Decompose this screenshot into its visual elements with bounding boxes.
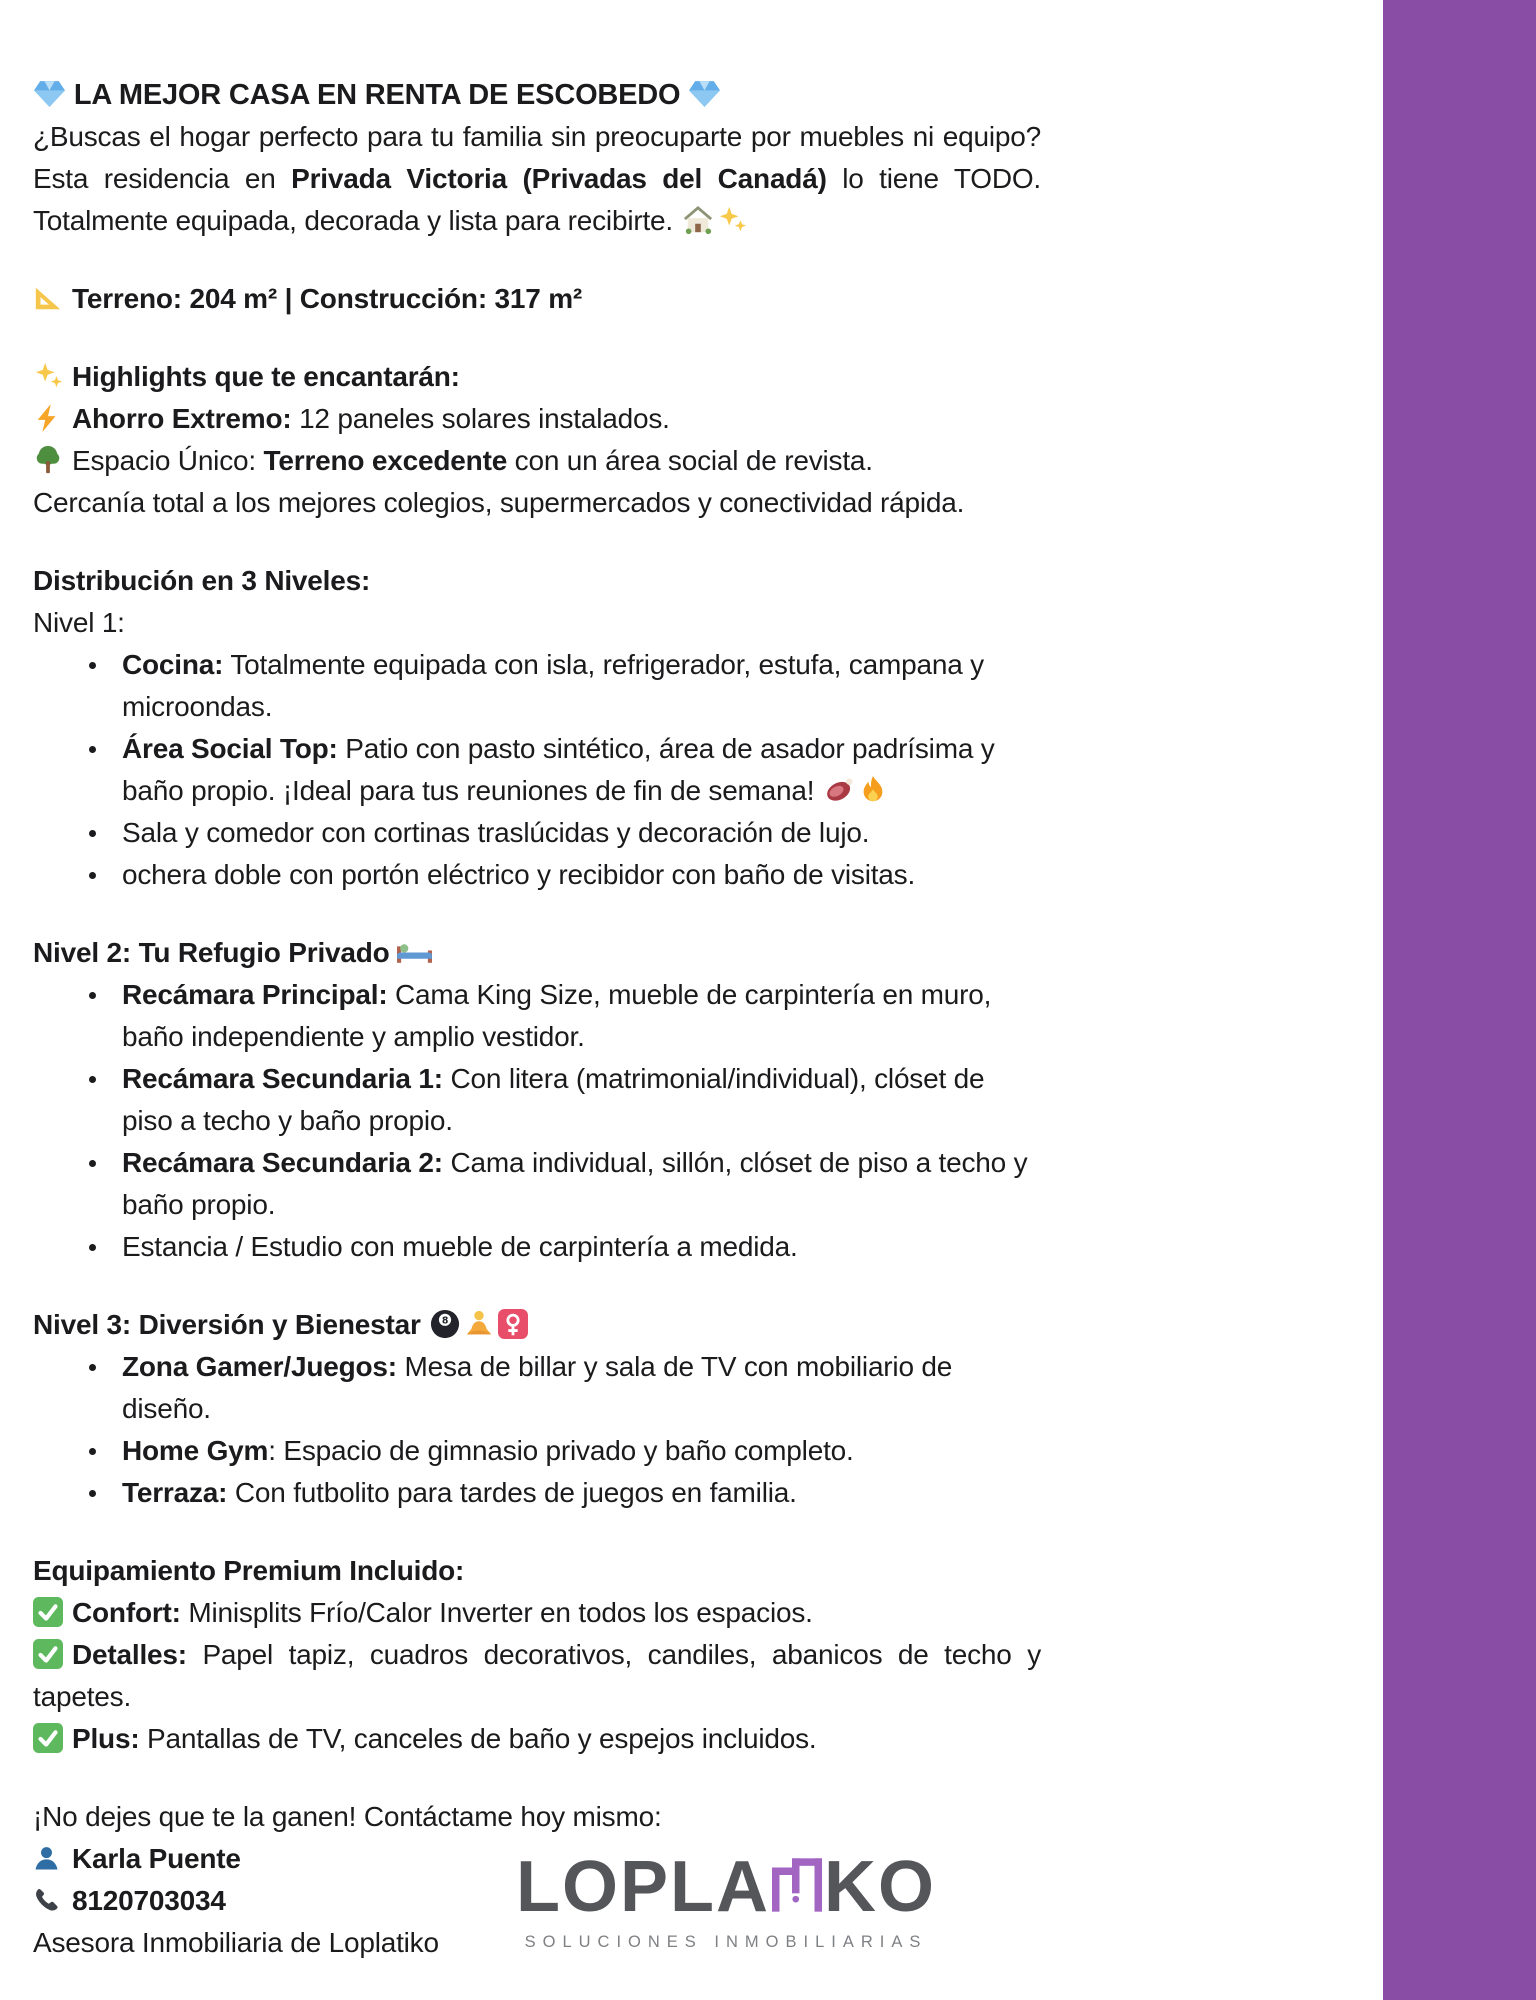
logo-wordmark	[512, 1847, 940, 1927]
nivel1-list	[33, 644, 1041, 896]
highlight-cercania: Cercanía total a los mejores colegios, supermercados y conectividad rápida.	[33, 487, 965, 518]
highlights-header-text: Highlights que te encantarán:	[72, 361, 460, 392]
ruler-icon	[33, 283, 63, 313]
purple-side-stripe	[1383, 0, 1536, 2000]
list-item: Sala y comedor con cortinas traslúcidas y decoración de lujo.	[89, 812, 1041, 854]
gem-icon	[33, 77, 66, 110]
check-icon	[33, 1597, 63, 1627]
loplatiko-logo	[512, 1847, 940, 1952]
tree-icon	[33, 445, 63, 475]
equipamiento-section	[33, 1550, 1041, 1760]
logo-subtitle: SOLUCIONES INMOBILIARIAS	[524, 1933, 928, 1951]
highlight-ahorro	[33, 398, 1041, 440]
distribucion-header: Distribución en 3 Niveles:	[33, 565, 371, 596]
nivel3-section	[33, 1304, 1041, 1514]
distribucion-section	[33, 560, 1041, 896]
nivel3-header: Nivel 3: Diversión y Bienestar	[33, 1304, 1041, 1346]
terreno-line	[33, 278, 1041, 320]
check-icon	[33, 1639, 63, 1669]
list-item: Estancia / Estudio con mueble de carpintería a medida.	[89, 1226, 1041, 1268]
check-icon	[33, 1723, 63, 1753]
house-icon	[683, 205, 713, 235]
equip-confort: Confort: Minisplits Frío/Calor Inverter en todos los espacios.	[33, 1592, 1041, 1634]
highlight-espacio	[33, 440, 1041, 482]
list-item: Zona Gamer/Juegos: Mesa de billar y sala de TV con mobiliario de diseño.	[89, 1346, 1041, 1430]
sparkles-icon	[33, 361, 63, 391]
female-sign-icon	[498, 1309, 528, 1339]
bed-icon	[396, 936, 433, 967]
list-item: ochera doble con portón eléctrico y recibidor con baño de visitas.	[89, 854, 1041, 896]
contact-cta: ¡No dejes que te la ganen! Contáctame hoy mismo:	[33, 1801, 662, 1832]
list-item: Terraza: Con futbolito para tardes de juegos en familia.	[89, 1472, 1041, 1514]
list-item: Recámara Secundaria 1: Con litera (matrimonial/individual), clóset de piso a techo y baño propio.	[89, 1058, 1041, 1142]
page-title	[33, 74, 1041, 116]
intro-paragraph	[33, 116, 1041, 242]
agent-phone: 8120703034	[72, 1885, 226, 1916]
list-item: Recámara Principal: Cama King Size, mueble de carpintería en muro, baño independiente y amplio vestidor.	[89, 974, 1041, 1058]
intro-section	[33, 74, 1041, 242]
page-title-text: LA MEJOR CASA EN RENTA DE ESCOBEDO	[73, 79, 681, 111]
contact-role: Asesora Inmobiliaria de Loplatiko	[33, 1927, 439, 1958]
intro-text-2: lo tiene TODO. Totalmente equipada, decorada y lista para recibirte.	[33, 163, 1041, 236]
intro-bold: Privada Victoria (Privadas del Canadá)	[291, 163, 827, 194]
door-icon	[772, 1856, 822, 1914]
list-item: Recámara Secundaria 2: Cama individual, sillón, clóset de piso a techo y baño propio.	[89, 1142, 1041, 1226]
ahorro-label: Ahorro Extremo:	[72, 403, 292, 434]
nivel2-section	[33, 932, 1041, 1268]
gem-icon	[688, 77, 721, 110]
fire-icon	[858, 775, 888, 805]
ahorro-text: 12 paneles solares instalados.	[291, 403, 670, 434]
equipamiento-header: Equipamiento Premium Incluido:	[33, 1555, 465, 1586]
terreno-text: Terreno: 204 m² | Construcción: 317 m²	[72, 283, 583, 314]
nivel2-header: Nivel 2: Tu Refugio Privado	[33, 932, 1041, 974]
list-item: Cocina: Totalmente equipada con isla, refrigerador, estufa, campana y microondas.	[89, 644, 1041, 728]
intro-text-1: ¿Buscas el hogar perfecto para tu familia sin preocuparte por muebles ni equipo? Esta residencia en	[33, 121, 1041, 194]
agent-name: Karla Puente	[72, 1843, 241, 1874]
lotus-icon	[464, 1309, 494, 1339]
highlights-header	[33, 356, 1041, 398]
equip-plus: Plus: Pantallas de TV, canceles de baño y espejos incluidos.	[33, 1718, 1041, 1760]
nivel1-label: Nivel 1:	[33, 607, 125, 638]
nivel3-list	[33, 1346, 1041, 1514]
logo-text-right: KO	[823, 1847, 936, 1927]
phone-icon	[33, 1887, 60, 1914]
sparkles-icon	[717, 205, 747, 235]
logo-text-left: LOPLA	[516, 1847, 770, 1927]
flyer-content	[33, 0, 1041, 1964]
highlights-section	[33, 356, 1041, 524]
nivel2-list	[33, 974, 1041, 1268]
espacio-pre: Espacio Único:	[72, 445, 264, 476]
espacio-post: con un área social de revista.	[507, 445, 873, 476]
person-icon	[33, 1845, 60, 1872]
terreno-section	[33, 278, 1041, 320]
bolt-icon	[33, 403, 63, 433]
meat-icon	[824, 775, 854, 805]
list-item: Home Gym: Espacio de gimnasio privado y baño completo.	[89, 1430, 1041, 1472]
equip-detalles: Detalles: Papel tapiz, cuadros decorativos, candiles, abanicos de techo y tapetes.	[33, 1639, 1041, 1712]
espacio-bold: Terreno excedente	[263, 445, 508, 476]
list-item: Área Social Top: Patio con pasto sintético, área de asador padrísima y baño propio. ¡Ideal para tus reuniones de fin de semana!	[89, 728, 1041, 812]
eight-ball-icon	[430, 1309, 460, 1339]
